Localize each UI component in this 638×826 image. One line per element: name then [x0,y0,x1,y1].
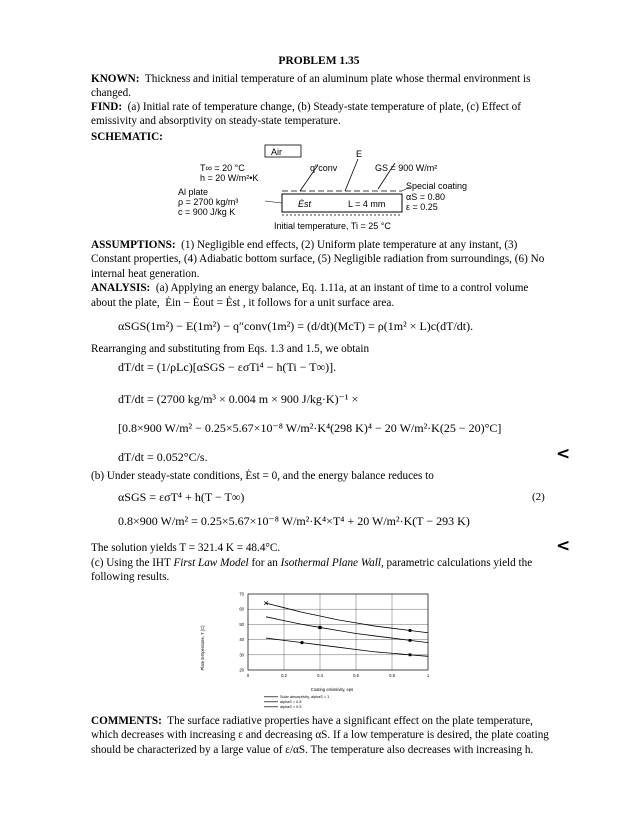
initial-temp-label: Initial temperature, Ti = 25 °C [274,221,391,231]
y-tick-label: 50 [239,621,244,627]
part-c-text-c: , parametric calculations yield the following results. [91,557,533,584]
alpha-label: αS = 0.80 [406,192,445,202]
result-mark-b: < [556,536,571,556]
x-tick-label: 0.6 [353,673,359,678]
e-arrow [345,159,358,191]
analysis-label: ANALYSIS: [91,282,151,294]
equation-3: dT/dt = (2700 kg/m³ × 0.004 m × 900 J/kg·K)⁻¹ × [118,392,359,406]
find-text: (a) Initial rate of temperature change, (b) Steady-state temperature of plate, (c) Effect of emissivity and absorptivity on steady-state temperature. [91,101,521,128]
equation-1: αSGS(1m²) − E(1m²) − q″conv(1m²) = (d/dt)(McT) = ρ(1m² × L)c(dT/dt). [118,319,474,333]
thickness-label: L = 4 mm [348,199,386,209]
y-axis-label: Plate temperature, T (C) [200,625,205,671]
e-label: E [356,149,363,159]
known-section [91,72,551,101]
series-marker [409,629,412,632]
assumptions-text: (1) Negligible end effects, (2) Uniform plate temperature at any instant, (3) Constant properties, (4) Adiabatic bottom surface, (5) Negligible radiation from surroundings, (6) No internal heat generation. [91,239,545,280]
find-label: FIND: [91,101,123,113]
chart-series [264,601,428,656]
chart-legend [264,695,329,709]
analysis-section [91,281,551,295]
rho-label: ρ = 2700 kg/m³ [178,197,239,207]
rearrange-text: Rearranging and substituting from Eqs. 1.3 and 1.5, we obtain [91,343,370,355]
analysis-text-2c: , it follows for a unit surface area. [242,297,395,309]
y-tick-label: 60 [239,606,244,612]
al-plate-leader [265,201,282,203]
comments-section [91,714,551,757]
chart-axes [239,592,430,679]
h-label: h = 20 W/m²•K [200,173,259,183]
x-tick-label: 0.2 [281,673,287,678]
part-c-text [91,556,551,585]
equation-2: dT/dt = (1/ρLc)[αSGS − εσTi⁴ − h(Ti − T∞)]. [118,360,337,374]
series-marker [409,639,412,642]
analysis-line-2 [91,296,551,310]
x-tick-label: 0.4 [317,673,323,678]
analysis-text-2a: about the plate, [91,297,160,309]
equation-6-number: (2) [532,491,545,503]
schematic-diagram [170,143,530,235]
series-line [266,638,428,656]
equation-6: αSGS = εσT⁴ + h(T − T∞) [118,490,245,504]
part-c-text-b: for an [248,557,281,569]
legend-entry: alphaS = 0.5 [280,705,302,709]
x-tick-label: 1 [426,673,430,678]
y-tick-label: 30 [239,652,244,658]
series-marker [300,641,303,644]
part-c-italic-2: Isothermal Plane Wall [280,557,381,569]
x-tick-label: 0 [246,673,250,678]
al-plate-label: Al plate [178,187,209,197]
assumptions-label: ASSUMPTIONS: [91,239,176,251]
c-label: c = 900 J/kg K [178,207,236,217]
gs-label: GS = 900 W/m² [375,163,438,173]
air-label: Air [271,147,282,157]
y-tick-label: 20 [239,667,244,673]
est-label: Ėst [298,199,312,209]
part-c-italic-1: First Law Model [173,557,249,569]
equation-4: [0.8×900 W/m² − 0.25×5.67×10⁻⁸ W/m²·K⁴(298 K)⁴ − 20 W/m²·K(25 − 20)°C] [118,421,502,435]
find-section [91,100,551,129]
analysis-text-2b: Ėin − Ėout = Ėst [165,297,241,309]
equation-7: 0.8×900 W/m² = 0.25×5.67×10⁻⁸ W/m²·K⁴×T⁴ + 20 W/m²·K(T − 293 K) [118,514,470,528]
legend-entry: alphaS = 0.8 [280,700,302,704]
series-line [266,603,428,633]
y-tick-label: 70 [239,591,244,597]
x-tick-label: 0.8 [389,673,395,678]
known-text: Thickness and initial temperature of an aluminum plate whose thermal environment is changed. [91,73,531,100]
comments-text: The surface radiative properties have a significant effect on the plate temperature, which decreases with increasing ε and decreasing αS. If a low temperature is desired, the plate coating should be characterized by a large value of ε/αS. The temperature also decreases with increasing h. [91,715,549,756]
y-tick-label: 40 [239,637,244,643]
part-b-text: (b) Under steady-state conditions, Ėst = 0, and the energy balance reduces to [91,470,434,482]
series-marker [409,653,412,656]
t-inf-label: T∞ = 20 °C [200,163,245,173]
known-label: KNOWN: [91,73,140,85]
analysis-text-1: (a) Applying an energy balance, Eq. 1.11a, at an instant of time to a control volume [155,282,529,294]
comments-label: COMMENTS: [91,715,162,727]
x-axis-label: Coating emissivity, eps [310,687,354,692]
emissivity-chart [188,588,458,718]
assumptions-section [91,238,551,281]
series-marker [318,626,321,629]
special-coating-label: Special coating [406,181,468,191]
equation-5: dT/dt = 0.052°C/s. [118,450,208,464]
problem-title: PROBLEM 1.35 [278,55,360,67]
solution-text: The solution yields T = 321.4 K = 48.4°C. [91,542,281,554]
schematic-label: SCHEMATIC: [91,131,163,143]
eps-label: ε = 0.25 [406,202,438,212]
legend-entry: Solar absorptivity, alphaS = 1 [280,695,330,699]
result-mark-a: < [556,444,571,464]
qconv-label: q″conv [310,163,338,173]
part-c-text-a: (c) Using the IHT [91,557,174,569]
